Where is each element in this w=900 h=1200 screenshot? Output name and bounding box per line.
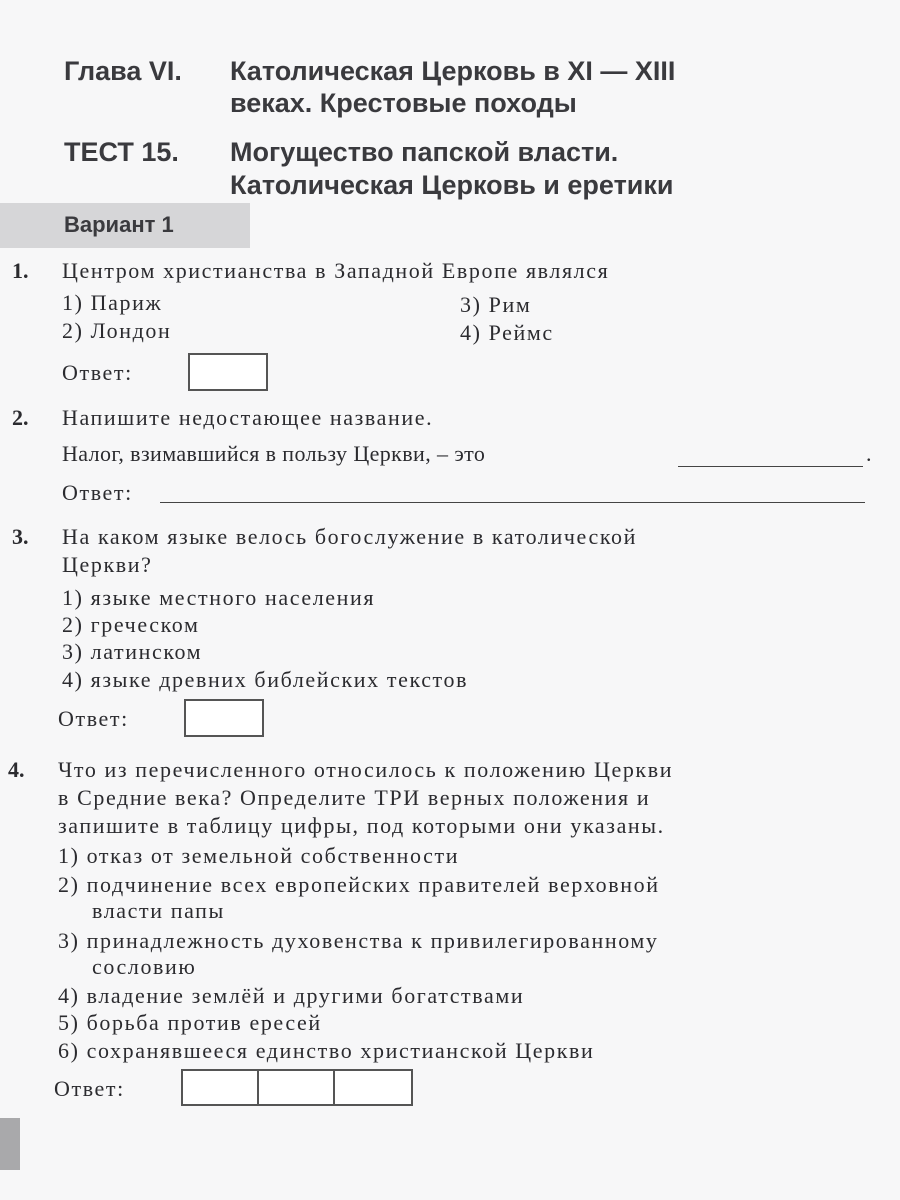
question-text: Напишите недостающее название. [62, 405, 434, 430]
question-text-2: в Средние века? Определите ТРИ верных положения и [58, 785, 651, 810]
option: 2) Лондон [62, 318, 172, 343]
answer-label: Ответ: [58, 706, 129, 731]
answer-cell-1[interactable] [181, 1069, 261, 1106]
answer-box[interactable] [184, 699, 264, 737]
answer-label: Ответ: [54, 1076, 125, 1101]
chapter-title-2: веках. Крестовые походы [230, 88, 577, 118]
chapter-title: Католическая Церковь в XI — XIII [230, 56, 676, 86]
option-continued: власти папы [92, 898, 225, 923]
fill-blank-line[interactable] [678, 466, 863, 467]
question-number: 1. [12, 258, 29, 283]
question-number: 4. [8, 757, 25, 782]
option: 3) принадлежность духовенства к привилегированному [58, 928, 659, 953]
test-title-2: Католическая Церковь и еретики [230, 170, 674, 200]
option: 4) языке древних библейских текстов [62, 667, 469, 692]
question-text: Центром христианства в Западной Европе являлся [62, 258, 610, 283]
test-label: ТЕСТ 15. [64, 137, 179, 167]
question-text-3: запишите в таблицу цифры, под которыми они указаны. [58, 813, 665, 838]
option: 1) Париж [62, 290, 163, 315]
chapter-label: Глава VI. [64, 56, 182, 86]
option-continued: сословию [92, 954, 197, 979]
answer-line[interactable] [160, 502, 865, 503]
question-text-2: Церкви? [62, 552, 153, 577]
answer-box[interactable] [188, 353, 268, 391]
prompt-end: . [866, 441, 874, 466]
option: 1) языке местного населения [62, 585, 376, 610]
option: 6) сохранявшееся единство христианской Церкви [58, 1038, 595, 1063]
answer-label: Ответ: [62, 480, 133, 505]
answer-cell-3[interactable] [333, 1069, 413, 1106]
option: 2) подчинение всех европейских правителей верховной [58, 872, 660, 897]
option: 4) владение землёй и другими богатствами [58, 983, 525, 1008]
option: 3) латинском [62, 639, 203, 664]
option: 3) Рим [460, 292, 532, 317]
variant-title: Вариант 1 [64, 212, 174, 237]
option: 5) борьба против ересей [58, 1010, 322, 1035]
option: 1) отказ от земельной собственности [58, 843, 460, 868]
question-number: 3. [12, 524, 29, 549]
question-prompt: Налог, взимавшийся в пользу Церкви, – это [62, 441, 486, 466]
question-text: Что из перечисленного относилось к положению Церкви [58, 757, 674, 782]
question-number: 2. [12, 405, 29, 430]
page-edge-tab [0, 1118, 20, 1170]
question-text: На каком языке велось богослужение в католической [62, 524, 637, 549]
option: 4) Реймс [460, 320, 554, 345]
option: 2) греческом [62, 612, 200, 637]
answer-label: Ответ: [62, 360, 133, 385]
answer-cell-2[interactable] [257, 1069, 337, 1106]
test-title: Могущество папской власти. [230, 137, 619, 167]
